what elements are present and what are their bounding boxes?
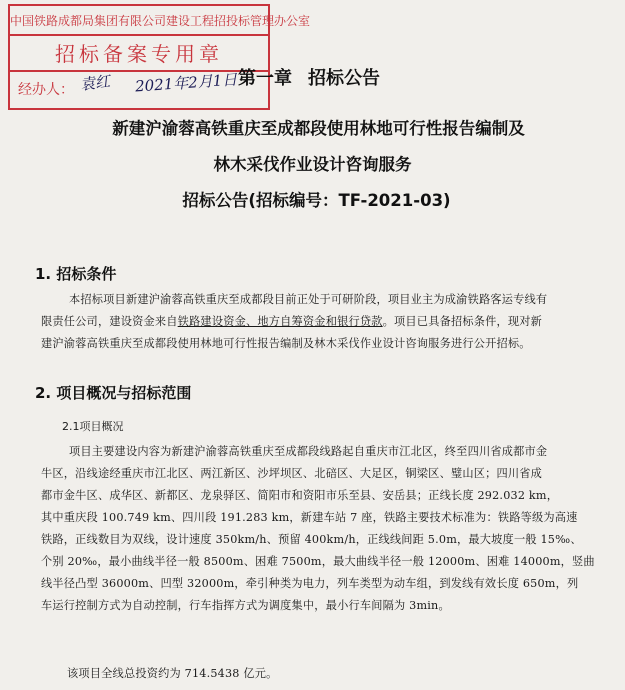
signature-date: 2021年2月1日 xyxy=(134,70,238,96)
chapter-name: 招标公告 xyxy=(308,68,380,89)
para1-line: 本招标项目新建沪渝蓉高铁重庆至成都段目前正处于可研阶段，项目业主为成渝铁路客运专线有 xyxy=(69,293,548,306)
subsection-heading-2-1: 2.1项目概况 xyxy=(62,420,124,433)
chapter-heading xyxy=(238,64,396,90)
para2-line: 其中重庆段 100.749 km、四川段 191.283 km，新建车站 7 座，铁路主要技术标准为：铁路等级为高速 xyxy=(41,511,578,524)
paragraph-project-overview xyxy=(41,441,596,617)
funding-source-underlined: 铁路建设资金、地方自筹资金和银行贷款 xyxy=(177,315,383,328)
stamp-org: 中国铁路成都局集团有限公司建设工程招投标管理办公室 xyxy=(10,6,268,36)
chapter-number: 第一章 xyxy=(238,68,292,89)
para2-line: 牛区，沿线途经重庆市江北区、两江新区、沙坪坝区、北碚区、大足区，铜梁区、璧山区；四川省成 xyxy=(41,467,543,480)
section-heading-1: 1. 招标条件 xyxy=(35,265,117,283)
total-investment-line: 该项目全线总投资约为 714.5438 亿元。 xyxy=(67,667,278,680)
handwritten-signature xyxy=(78,70,238,96)
para2-line: 都市金牛区、成华区、新都区、龙泉驿区、简阳市和资阳市乐至县、安岳县；正线长度 292.032 km， xyxy=(41,489,559,502)
doc-title-line2: 林木采伐作业设计咨询服务 xyxy=(213,155,412,174)
stamp-handler-label: 经办人： xyxy=(18,82,74,98)
para1-text: 限责任公司，建设资金来自 xyxy=(41,315,178,328)
paragraph-tender-conditions xyxy=(41,289,596,355)
signature-name: 袁红 xyxy=(78,71,112,94)
para2-line: 线半径凸型 36000m、凹型 32000m，牵引种类为电力，列车类型为动车组，到发线有效长度 650m，列 xyxy=(41,577,579,590)
doc-title-line3: 招标公告(招标编号：TF-2021-03) xyxy=(182,191,451,210)
para2-line: 铁路，正线数目为双线，设计速度 350km/h、预留 400km/h，正线线间距 5.0m，最大坡度一般 15‰、 xyxy=(41,533,582,546)
para1-text: 。项目已具备招标条件，现对新 xyxy=(382,315,543,328)
para2-line: 个别 20‰，最小曲线半径一般 8500m、困难 7500m，最大曲线半径一般 12000m、困难 14000m，竖曲 xyxy=(41,555,595,568)
para2-line: 项目主要建设内容为新建沪渝蓉高铁重庆至成都段线路起自重庆市江北区，终至四川省成都市金 xyxy=(69,445,548,458)
para1-line xyxy=(41,311,596,333)
stamp-title: 招标备案专用章 xyxy=(10,36,268,72)
section-heading-2: 2. 项目概况与招标范围 xyxy=(35,384,192,402)
para1-line: 建沪渝蓉高铁重庆至成都段使用林地可行性报告编制及林木采伐作业设计咨询服务进行公开招标。 xyxy=(41,337,531,350)
doc-title-line1: 新建沪渝蓉高铁重庆至成都段使用林地可行性报告编制及 xyxy=(112,119,525,138)
para2-line: 车运行控制方式为自动控制，行车指挥方式为调度集中，最小行车间隔为 3min。 xyxy=(41,599,450,612)
